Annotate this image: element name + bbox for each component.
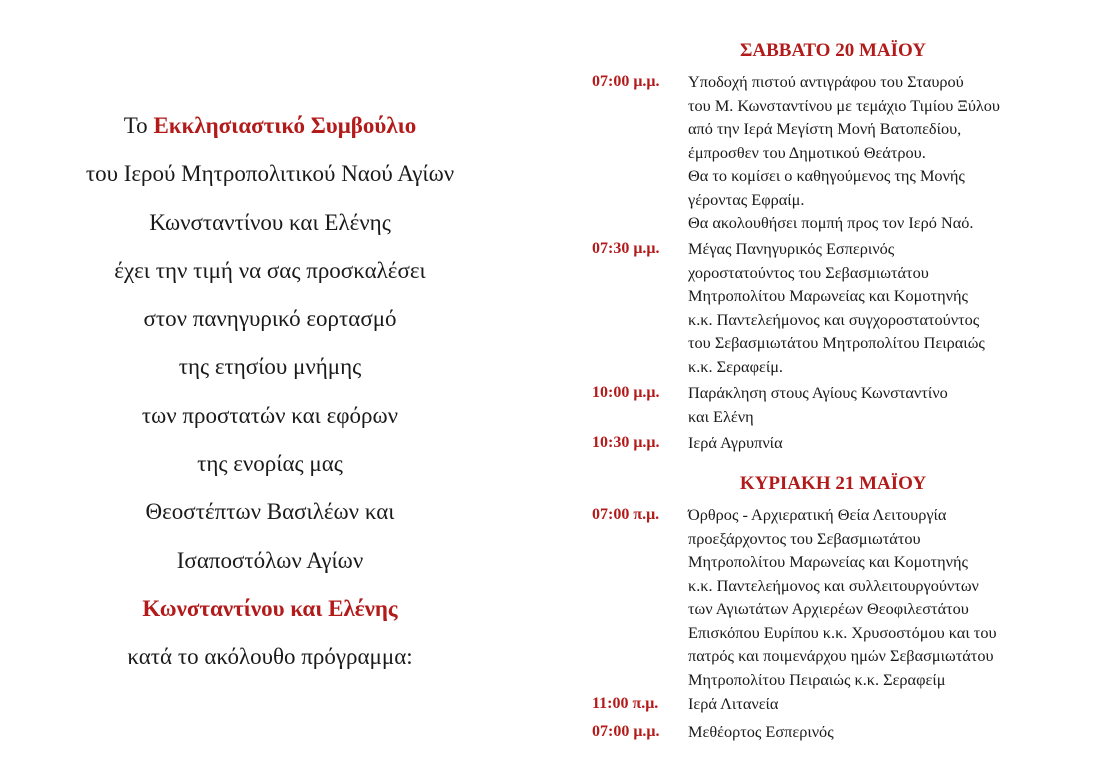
event-line: χοροστατούντος του Σεβασμιωτάτου (688, 262, 929, 282)
event-description (688, 720, 1088, 744)
sunday-title: ΚΥΡΙΑΚΗ 21 ΜΑΪΟΥ (739, 473, 927, 494)
invitation-text (40, 110, 500, 690)
event-line: Υποδοχή πιστού αντιγράφου του Σταυρού (688, 72, 964, 91)
invitation-line-9: Θεοστέπτων Βασιλέων και (145, 499, 395, 525)
event-line: προεξάρχοντος του Σεβασμιωτάτου (688, 528, 921, 548)
event-description (688, 503, 1088, 691)
event-description (688, 692, 1088, 716)
event-description (688, 237, 1088, 378)
invitation-line-4: έχει την τιμή να σας προσκαλέσει (114, 257, 426, 283)
event-line: Ιερά Λιτανεία (688, 694, 779, 713)
council-name: Εκκλησιαστικό Συμβούλιο (153, 113, 417, 138)
event-line: Παράκληση στους Αγίους Κωνσταντίνο (688, 383, 948, 402)
event-line: από την Ιερά Μεγίστη Μονή Βατοπεδίου, (688, 119, 962, 138)
event-line: Θα το κομίσει ο καθηγούμενος της Μονής (688, 166, 965, 185)
invitation-line-12: κατά το ακόλουθο πρόγραμμα: (127, 644, 413, 670)
event-line: Επισκόπου Ευρίπου κ.κ. Χρυσοστόμου και του (688, 622, 997, 642)
invitation-line-1 (40, 110, 500, 158)
event-line: Μητροπολίτου Μαρωνείας και Κομοτηνής (688, 286, 968, 305)
event-line: Όρθρος - Αρχιερατική Θεία Λειτουργία (688, 505, 947, 524)
invitation-line-7: των προστατών και εφόρων (141, 402, 399, 428)
event-line: κ.κ. Παντελεήμονος και συγχοροστατούντος (688, 309, 980, 329)
event-line: Μητροπολίτου Πειραιώς κ.κ. Σεραφείμ (688, 669, 946, 689)
event-line: και Ελένη (688, 406, 754, 426)
invitation-prefix: Το (123, 113, 154, 138)
event-time: 07:00 π.μ. (592, 506, 660, 523)
saints-name: Κωνσταντίνου και Ελένης (142, 595, 398, 621)
event-line: Θα ακολουθήσει πομπή προς τον Ιερό Ναό. (688, 213, 974, 232)
event-line: κ.κ. Παντελεήμονος και συλλειτουργούντων (688, 575, 979, 595)
event-line: γέροντας Εφραίμ. (688, 189, 805, 209)
event-description (688, 381, 1088, 428)
event-line: Μέγας Πανηγυρικός Εσπερινός (688, 239, 895, 258)
event-time: 10:30 μ.μ. (592, 434, 660, 451)
saturday-title: ΣΑΒΒΑΤΟ 20 ΜΑΪΟΥ (739, 40, 927, 61)
event-line: Ιερά Αγρυπνία (688, 433, 783, 452)
event-time: 07:00 μ.μ. (592, 723, 660, 740)
event-line: του Μ. Κωνσταντίνου με τεμάχιο Τιμίου Ξύλου (688, 95, 1000, 115)
event-line: έμπροσθεν του Δημοτικού Θεάτρου. (688, 142, 926, 162)
event-line: κ.κ. Σεραφείμ. (688, 356, 784, 376)
event-time: 11:00 π.μ. (592, 695, 659, 712)
invitation-line-6: της ετησίου μνήμης (178, 354, 362, 380)
event-line: Μεθέορτος Εσπερινός (688, 722, 834, 741)
event-line: Μητροπολίτου Μαρωνείας και Κομοτηνής (688, 552, 968, 571)
event-time: 07:00 μ.μ. (592, 73, 660, 90)
invitation-line-5: στον πανηγυρικό εορτασμό (143, 306, 397, 332)
event-description (688, 431, 1088, 455)
event-description (688, 70, 1088, 235)
invitation-line-8: της ενορίας μας (197, 451, 343, 477)
event-line: των Αγιωτάτων Αρχιερέων Θεοφιλεστάτου (688, 599, 969, 618)
event-time: 07:30 μ.μ. (592, 240, 660, 257)
event-line: του Σεβασμιωτάτου Μητροπολίτου Πειραιώς (688, 333, 985, 352)
invitation-line-10: Ισαποστόλων Αγίων (176, 547, 364, 573)
invitation-line-3: Κωνσταντίνου και Ελένης (149, 209, 391, 235)
event-time: 10:00 μ.μ. (592, 384, 660, 401)
invitation-line-2: του Ιερού Μητροπολιτικού Ναού Αγίων (85, 161, 455, 187)
event-line: πατρός και ποιμενάρχου ημών Σεβασμιωτάτου (688, 646, 994, 665)
